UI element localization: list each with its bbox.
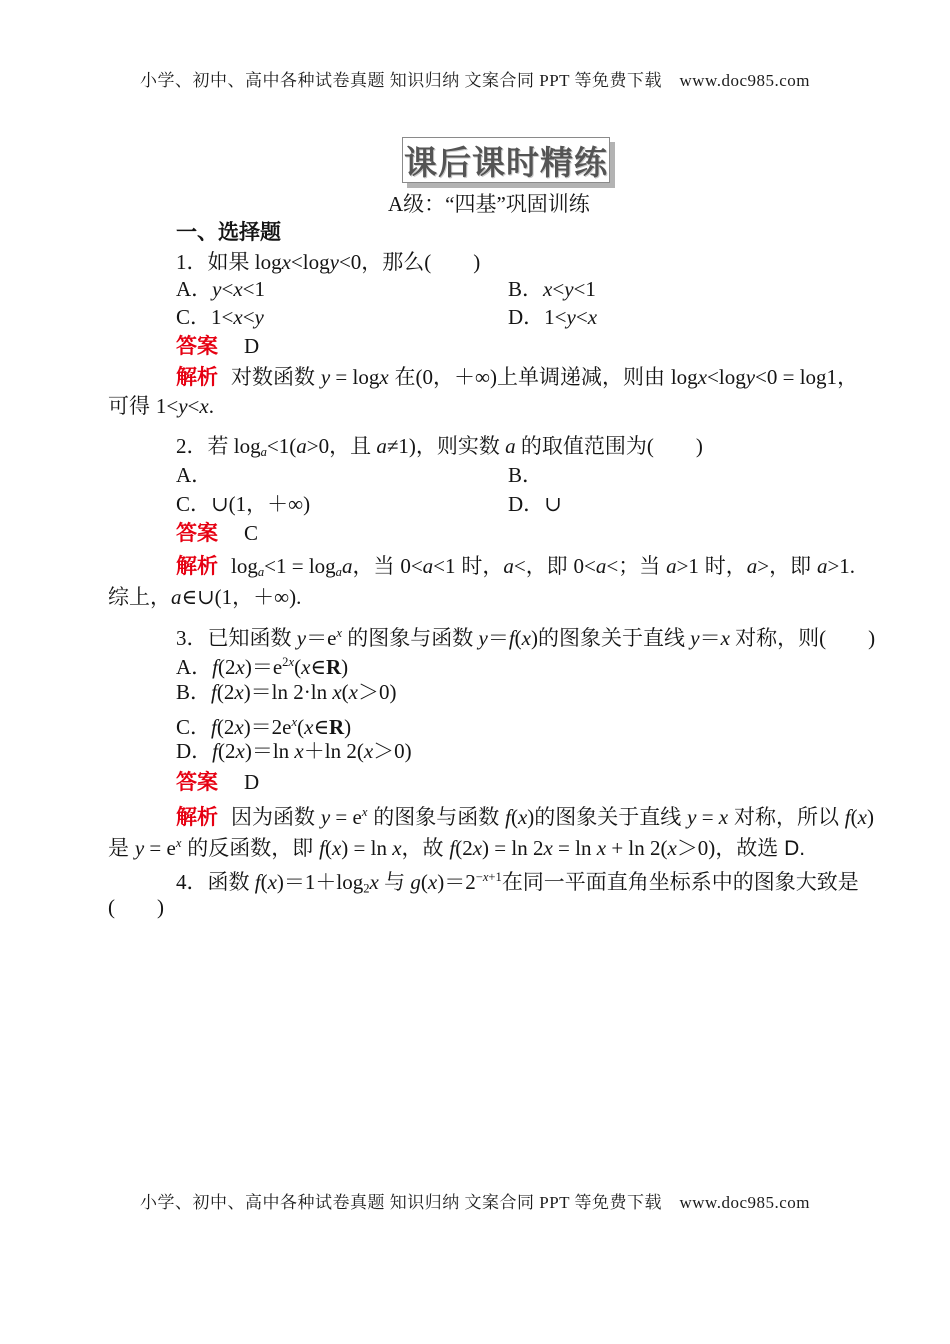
analysis-label: 解析 [176,366,218,389]
question-2-option-b: B． [508,463,544,487]
question-3-stem: 3．已知函数 $y=e^x$ 的图象与函数 y＝f(x)的图象关于直线 y＝x 对称，则( ) [176,626,876,651]
question-2-analysis-cont: 综上，a∈∪(1，＋∞). [108,585,302,609]
analysis-label: 解析 [176,806,218,830]
question-2-option-d: D．∪ [508,492,562,516]
question-3-option-d: D．f(2x)＝ln x＋ln 2(x＞0) [176,739,412,763]
answer-label: 答案 [176,335,218,358]
question-3-answer-row [176,767,259,798]
question-3-option-a: A．$f(2x)=e^{2x}(x\in R)$ [176,655,349,680]
question-4-stem: 4．函数 $f(x)=1+\log_2x$ 与 $g(x)=2^{-x+1}$在同一平面直角坐标系中的图象大致是 [176,870,859,896]
question-1-analysis: 对数函数 y = logx 在(0，＋∞)上单调递减，则由 logx<logy<0 = log1， [231,365,859,389]
question-2-analysis: $\log_a<1 = \log_aa$，当 0<a<1 时，a<，即 0<a<；当 a>1 时，a>，即 a>1. [231,554,856,580]
footer-note: 小学、初中、高中各种试卷真题 知识归纳 文案合同 PPT 等免费下载 www.doc985.com [139,1193,811,1212]
question-2-stem: 2．若 $\log_a<1(a>0$，且 a≠1)，则实数 a 的取值范围为( ) [176,434,703,460]
answer-value: D [244,770,260,794]
question-1-option-a: A．y<x<1 [176,277,266,301]
page-title: 课后课时精练 [404,143,608,181]
question-3-option-b: B．f(2x)＝ln 2·ln x(x＞0) [176,680,397,704]
question-1-analysis-row [176,362,858,393]
question-1-answer-row [176,331,259,362]
question-3-analysis: 因为函数 $y = e^x$ 的图象与函数 f(x)的图象关于直线 y = x 对称，所以 f(x) [231,805,874,830]
question-1-option-b: B．x<y<1 [508,277,596,301]
question-2-options-row-1 [176,460,544,490]
grade-section-heading: A级：“四基”巩固训练 [388,192,590,216]
question-2-options-row-2 [176,489,562,519]
question-1-stem: 1．如果 logx<logy<0，那么( ) [176,250,481,274]
question-1-options-row-1 [176,274,596,304]
answer-label: 答案 [176,522,218,545]
question-2-option-a: A． [176,463,213,487]
answer-value: C [244,521,259,545]
question-1-option-c: C．1<x<y [176,305,264,329]
question-1-option-d: D．1<y<x [508,305,598,329]
part-heading-choice: 一、选择题 [176,221,281,244]
question-1-options-row-2 [176,302,598,332]
question-2-answer-row [176,518,258,549]
question-1-analysis-cont: 可得 1<y<x. [108,394,214,418]
analysis-label: 解析 [176,555,218,578]
page-title-box [402,137,610,183]
question-3-analysis-cont: 是 $y = e^x$ 的反函数，即 f(x) = ln x，故 f(2x) = ln 2x = ln x + ln 2(x＞0)，故选 D. [108,836,806,861]
question-2-option-c: C．∪(1，＋∞) [176,492,311,516]
question-3-option-c: C．$f(2x)=2e^x(x\in R)$ [176,715,352,740]
question-4-stem-cont: ( ) [108,895,164,919]
answer-value: D [244,334,260,358]
header-note: 小学、初中、高中各种试卷真题 知识归纳 文案合同 PPT 等免费下载 www.doc985.com [139,71,811,90]
answer-label: 答案 [176,771,218,794]
